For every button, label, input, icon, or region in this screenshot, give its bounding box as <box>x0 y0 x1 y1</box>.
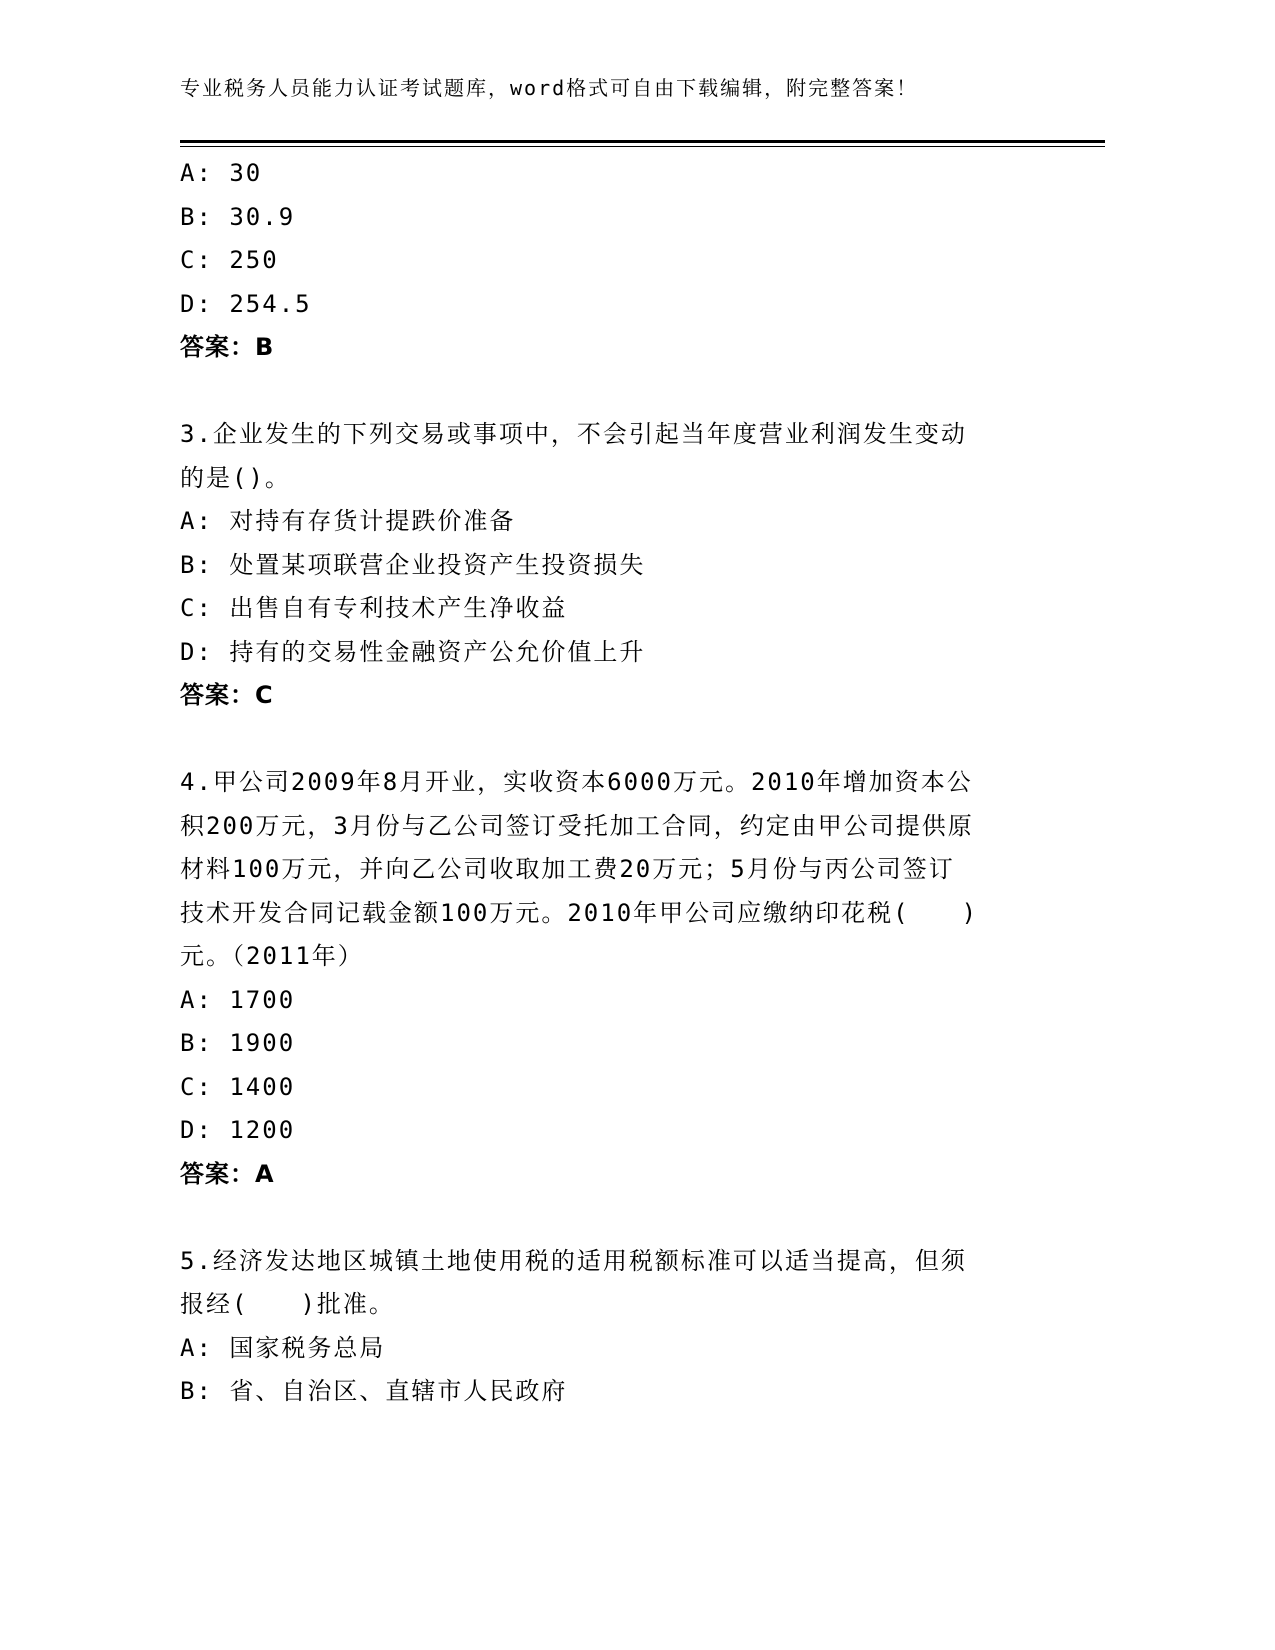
question-block <box>180 413 1080 718</box>
option-b: B: 30.9 <box>180 202 296 231</box>
answer-line: 答案：B <box>180 333 275 361</box>
option-c: C: 250 <box>180 246 279 274</box>
question-stem-line: 材料100万元，并向乙公司收取加工费20万元；5月份与丙公司签订 <box>180 855 955 883</box>
header-rule-thick <box>180 140 1105 143</box>
question-stem-line: 4.甲公司2009年8月开业，实收资本6000万元。2010年增加资本公 <box>180 768 973 796</box>
question-block <box>180 761 1080 1196</box>
question-list <box>180 152 1080 1414</box>
page-header: 专业税务人员能力认证考试题库，word格式可自由下载编辑，附完整答案！ <box>180 76 919 100</box>
question-stem-line: 报经( )批准。 <box>180 1290 395 1318</box>
question-stem-line: 5.经济发达地区城镇土地使用税的适用税额标准可以适当提高，但须 <box>180 1246 967 1275</box>
question-stem-line: 的是()。 <box>180 463 291 492</box>
option-a: A: 1700 <box>180 985 296 1014</box>
option-b: B: 处置某项联营企业投资产生投资损失 <box>180 550 646 579</box>
option-a: A: 30 <box>180 159 263 187</box>
option-b: B: 省、自治区、直辖市人民政府 <box>180 1377 568 1405</box>
question-stem-line: 积200万元，3月份与乙公司签订受托加工合同，约定由甲公司提供原 <box>180 811 974 840</box>
option-a: A: 国家税务总局 <box>180 1333 386 1362</box>
option-b: B: 1900 <box>180 1029 296 1057</box>
question-block <box>180 1240 1080 1414</box>
question-stem-line: 3.企业发生的下列交易或事项中，不会引起当年度营业利润发生变动 <box>180 420 967 448</box>
option-a: A: 对持有存货计提跌价准备 <box>180 507 516 535</box>
option-d: D: 1200 <box>180 1116 296 1144</box>
answer-line: 答案：C <box>180 681 274 709</box>
answer-line: 答案：A <box>180 1159 275 1188</box>
option-c: C: 1400 <box>180 1072 296 1101</box>
question-stem-line: 技术开发合同记载金额100万元。2010年甲公司应缴纳印花税( ) <box>180 898 979 927</box>
option-d: D: 持有的交易性金融资产公允价值上升 <box>180 637 646 666</box>
option-d: D: 254.5 <box>180 289 312 318</box>
question-stem-line: 元。（2011年） <box>180 942 364 970</box>
question-block <box>180 152 1080 370</box>
option-c: C: 出售自有专利技术产生净收益 <box>180 594 568 622</box>
header-rule-thin <box>180 146 1105 147</box>
